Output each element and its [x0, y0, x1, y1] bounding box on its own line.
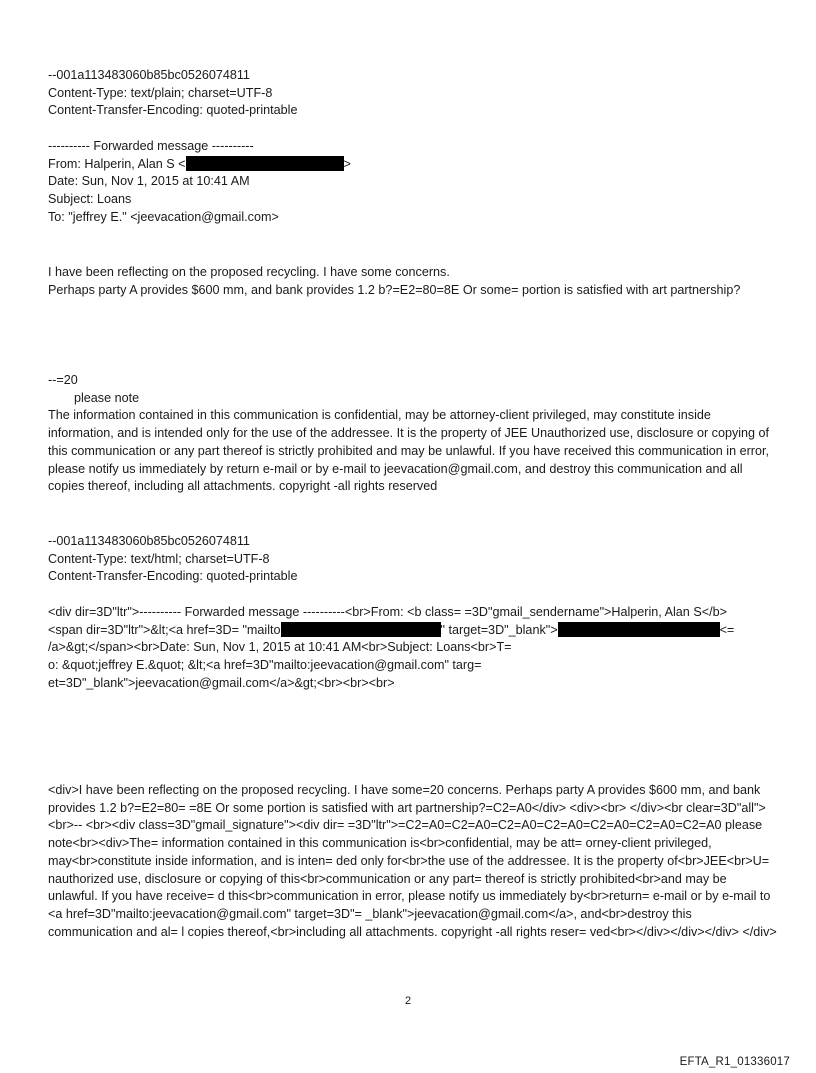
page-number: 2 — [404, 995, 412, 1007]
html-line-2-start: <span dir=3D"ltr">&lt;<a href=3D= "mailto — [48, 622, 281, 637]
html-line-2 — [48, 622, 778, 640]
redaction-box — [558, 622, 720, 637]
html-line-5: et=3D"_blank">jeevacation@gmail.com</a>&gt;<br><br><br> — [48, 675, 395, 690]
mime-boundary: --001a113483060b85bc0526074811 — [48, 68, 250, 82]
html-line-2-mid: " target=3D"_blank"> — [440, 622, 558, 637]
confidentiality-disclaimer: The information contained in this communication is confidential, may be attorney-client privileged, may constitute inside information, and is intended only for the use of the addressee. It is the property of JEE Unauthorized use, disclosure or copying of this communication or any part thereof is strictly prohibited and may be unlawful. If you have received this communication in error, please notify us immediately by return e-mail or by e-mail to jeevacation@gmail.com, and destroy this communication and all copies thereof, including all attachments. copyright -all rights reserved — [48, 408, 770, 494]
redaction-box — [281, 622, 441, 637]
from-close: > — [343, 156, 351, 171]
from-text: From: Halperin, Alan S < — [48, 156, 186, 171]
forwarded-title: ---------- Forwarded message ---------- — [48, 139, 254, 153]
signature-separator: --=20 — [48, 373, 78, 387]
transfer-encoding-line: Content-Transfer-Encoding: quoted-printable — [48, 103, 298, 118]
html-line-3: /a>&gt;</span><br>Date: Sun, Nov 1, 2015 at 10:41 AM<br>Subject: Loans<br>T= — [48, 640, 512, 655]
html-line-4: o: &quot;jeffrey E.&quot; &lt;<a href=3D"mailto:jeevacation@gmail.com" targ= — [48, 658, 482, 673]
mime-part-html-header — [48, 533, 778, 586]
bates-number: EFTA_R1_01336017 — [679, 1056, 790, 1068]
content-type-line: Content-Type: text/plain; charset=UTF-8 — [48, 85, 273, 100]
mime-part-plain-header — [48, 67, 778, 120]
html-line-1: <div dir=3D"ltr">---------- Forwarded message ----------<br>From: <b class= =3D"gmail_sendername">Halperin, Alan S</b> — [48, 605, 727, 619]
forwarded-header — [48, 138, 778, 227]
body-line-1: I have been reflecting on the proposed recycling. I have some concerns. — [48, 265, 450, 279]
html-line-2-end: <= — [719, 622, 735, 637]
message-body — [48, 264, 778, 299]
to-line: To: "jeffrey E." <jeevacation@gmail.com> — [48, 209, 279, 224]
date-line: Date: Sun, Nov 1, 2015 at 10:41 AM — [48, 174, 250, 189]
transfer-encoding-line: Content-Transfer-Encoding: quoted-printable — [48, 569, 298, 584]
mime-boundary: --001a113483060b85bc0526074811 — [48, 534, 250, 548]
from-line — [48, 156, 778, 174]
subject-line: Subject: Loans — [48, 192, 132, 207]
body-line-2: Perhaps party A provides $600 mm, and bank provides 1.2 b?=E2=80=8E Or some= portion is satisfied with art partnership? — [48, 282, 741, 297]
content-type-line: Content-Type: text/html; charset=UTF-8 — [48, 551, 270, 566]
html-forward-header — [48, 604, 778, 693]
html-body-text: <div>I have been reflecting on the proposed recycling. I have some=20 concerns. Perhaps party A provides $600 mm, and bank provides 1.2 b?=E2=80= =8E Or some portion is satisfied with art partnership?=C2=A0</div> <div><br> </div><br clear=3D"all"><br>-- <br><div class=3D"gmail_signature"><div dir= =3D"ltr">=C2=A0=C2=A0=C2=A0=C2=A0=C2=A0=C2=A0=C2=A0 please note<br><div>The= information contained in this communication is<br>confidential, may be att= orney-client privileged, may<br>constitute inside information, and is inten= ded only for<br>the use of the addressee. It is the property of<br>JEE<br>U= nauthorized use, disclosure or copying of this<br>communication or any part= thereof is strictly prohibited<br>and may be unlawful. If you have receive= d this<br>communication in error, please notify us immediately by<br>return= e-mail or by e-mail to <a href=3D"mailto:jeevacation@gmail.com" target=3D"= _blank">jeevacation@gmail.com</a>, and<br>destroy this communication and al= l copies thereof,<br>including all attachments. copyright -all rights reser= ved<br></div></div></div> </div> — [48, 783, 777, 939]
signature-block — [48, 372, 778, 496]
please-note: please note — [74, 390, 140, 405]
html-body-source — [48, 782, 778, 941]
redaction-box — [186, 156, 344, 171]
